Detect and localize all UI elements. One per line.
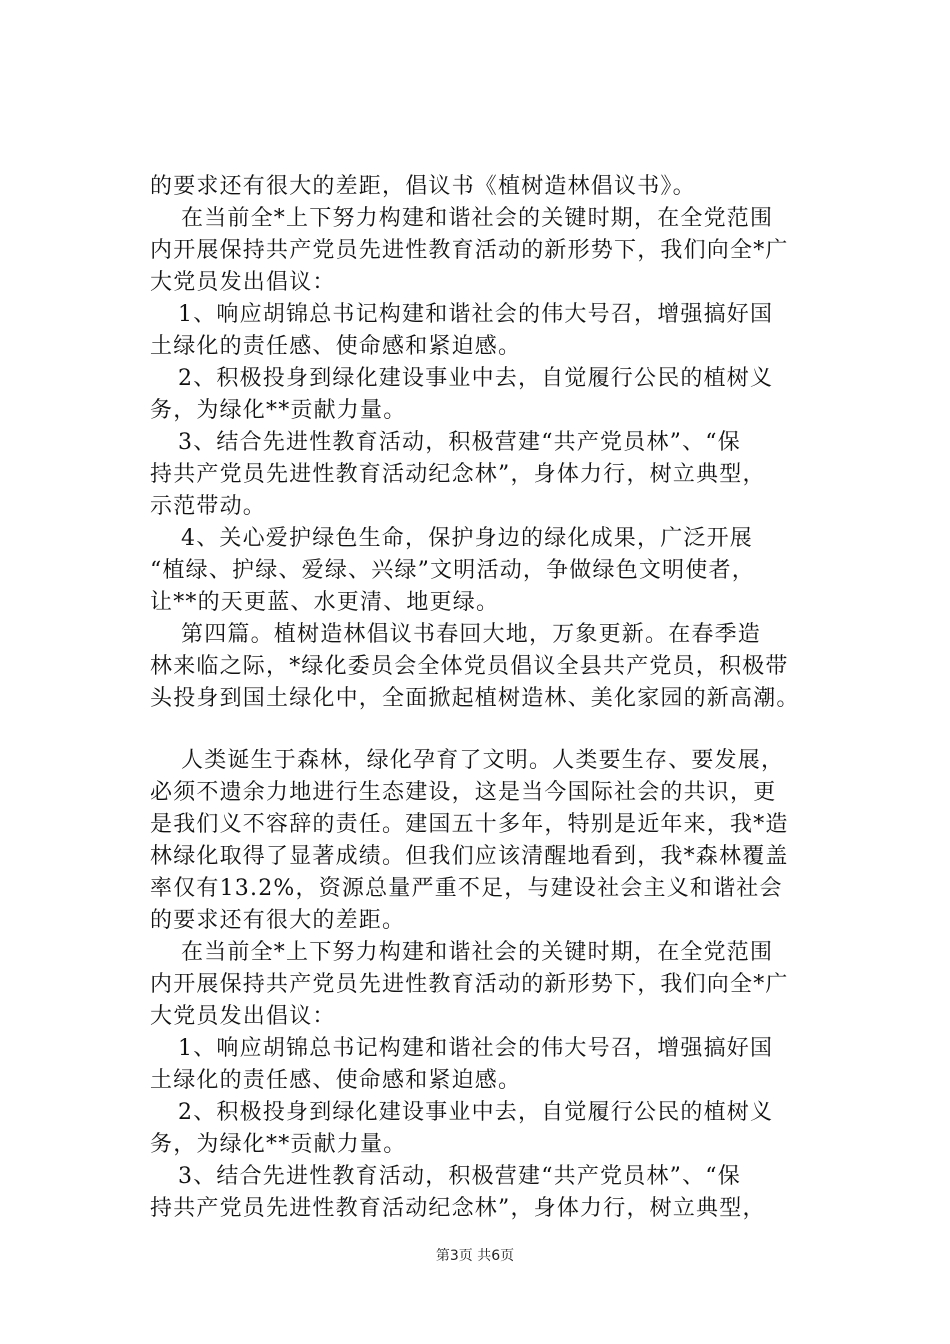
text-line: 3、结合先进性教育活动，积极营建“共产党员林”、“保 (178, 1164, 741, 1189)
text-line: 第四篇。植树造林倡议书春回大地，万象更新。在春季造 (181, 622, 762, 647)
text-line: 3、结合先进性教育活动，积极营建“共产党员林”、“保 (178, 430, 741, 455)
text-line: 在当前全*上下努力构建和谐社会的关键时期，在全党范围 (181, 940, 774, 965)
text-line: 让**的天更蓝、水更清、地更绿。 (150, 590, 500, 615)
text-line: 率仅有13.2%，资源总量严重不足，与建设社会主义和谐社会 (150, 876, 783, 901)
text-line: 示范带动。 (150, 494, 267, 519)
text-line: 务，为绿化**贡献力量。 (150, 1132, 407, 1157)
text-line: 人类诞生于森林，绿化孕育了文明。人类要生存、要发展， (181, 748, 785, 773)
page-number-footer: 第3页 共6页 (435, 1248, 515, 1264)
text-line: 务，为绿化**贡献力量。 (150, 398, 407, 423)
text-line: 头投身到国土绿化中，全面掀起植树造林、美化家园的新高潮。 (150, 686, 800, 711)
text-line: 必须不遗余力地进行生态建设，这是当今国际社会的共识，更 (150, 780, 777, 805)
text-line: 持共产党员先进性教育活动纪念林”，身体力行，树立典型， (150, 1196, 766, 1221)
text-line: 4、关心爱护绿色生命，保护身边的绿化成果，广泛开展 (181, 526, 753, 551)
text-line: 1、响应胡锦总书记构建和谐社会的伟大号召，增强搞好国 (178, 302, 774, 327)
text-line: 内开展保持共产党员先进性教育活动的新形势下，我们向全*广 (150, 972, 789, 997)
text-line: 1、响应胡锦总书记构建和谐社会的伟大号召，增强搞好国 (178, 1036, 774, 1061)
text-line: 内开展保持共产党员先进性教育活动的新形势下，我们向全*广 (150, 238, 789, 263)
text-line: 在当前全*上下努力构建和谐社会的关键时期，在全党范围 (181, 206, 774, 231)
text-line: 林来临之际，*绿化委员会全体党员倡议全县共产党员，积极带 (150, 654, 789, 679)
text-line: 土绿化的责任感、使命感和紧迫感。 (150, 334, 522, 359)
text-line: 土绿化的责任感、使命感和紧迫感。 (150, 1068, 522, 1093)
text-line: 林绿化取得了显著成绩。但我们应该清醒地看到，我*森林覆盖 (150, 844, 789, 869)
text-line: 大党员发出倡议： (150, 270, 336, 295)
text-line: “植绿、护绿、爱绿、兴绿”文明活动，争做绿色文明使者， (150, 558, 755, 583)
text-line: 的要求还有很大的差距，倡议书《植树造林倡议书》。 (150, 174, 696, 199)
text-line: 2、积极投身到绿化建设事业中去，自觉履行公民的植树义 (178, 1100, 774, 1125)
text-line: 是我们义不容辞的责任。建国五十多年，特别是近年来，我*造 (150, 812, 789, 837)
text-line: 的要求还有很大的差距。 (150, 908, 406, 933)
text-line: 大党员发出倡议： (150, 1004, 336, 1029)
text-line: 持共产党员先进性教育活动纪念林”，身体力行，树立典型， (150, 462, 766, 487)
text-line: 2、积极投身到绿化建设事业中去，自觉履行公民的植树义 (178, 366, 774, 391)
